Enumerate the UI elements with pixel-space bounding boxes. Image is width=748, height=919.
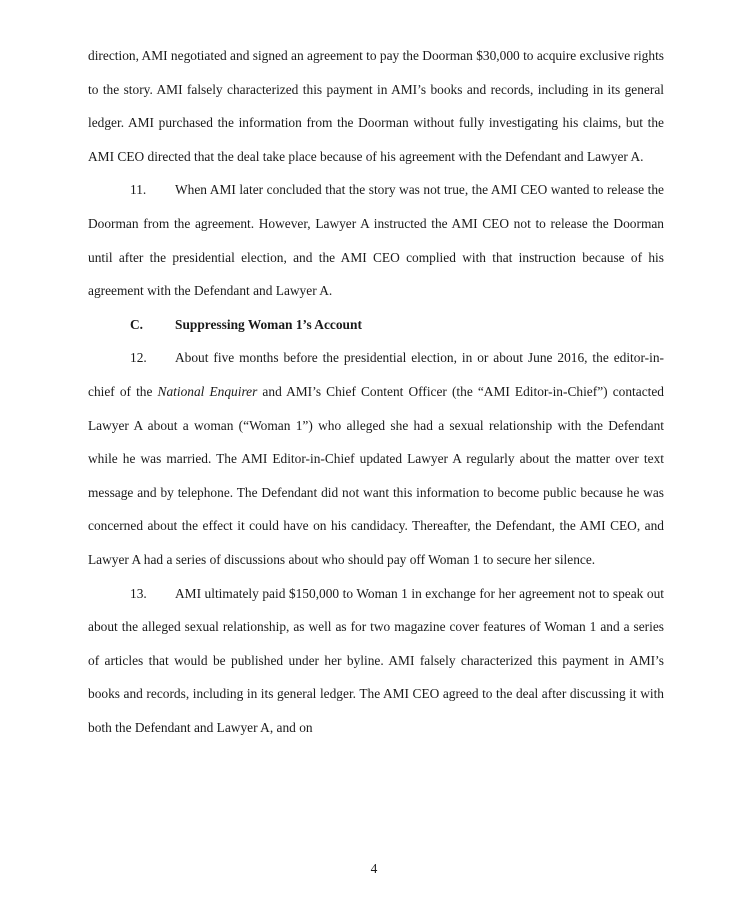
section-heading-c bbox=[88, 308, 664, 342]
paragraph-text-segment: About five months before the presidential election, in or about June 2016, the editor-in-chief of the bbox=[88, 350, 664, 399]
paragraph-text-segment: When AMI later concluded that the story was not true, the AMI CEO wanted to release the Doorman from the agreement. However, Lawyer A instructed the AMI CEO not to release the Doorman until after the presidential election, and the AMI CEO complied with that instruction because of his agreement with the Defendant and Lawyer A. bbox=[88, 182, 664, 299]
paragraph-12 bbox=[88, 341, 664, 576]
publication-title: National Enquirer bbox=[157, 383, 258, 399]
paragraph-text-segment: and AMI’s Chief Content Officer (the “AMI Editor-in-Chief”) contacted Lawyer A about a woman (“Woman 1”) who alleged she had a sexual relationship with the Defendant while he was married. The AMI Editor-in-Chief updated Lawyer A regularly about the matter over text message and by telephone. The Defendant did not want this information to become public because he was concerned about the effect it could have on his candidacy. Thereafter, the Defendant, the AMI CEO, and Lawyer A had a series of discussions about who should pay off Woman 1 to secure her silence. bbox=[88, 383, 664, 567]
paragraph-number: 12. bbox=[130, 350, 147, 366]
paragraph-text-segment: direction, AMI negotiated and signed an agreement to pay the Doorman $30,000 to acquire exclusive rights to the story. AMI falsely characterized this payment in AMI’s books and records, including in its general ledger. AMI purchased the information from the Doorman without fully investigating his claims, but the AMI CEO directed that the deal take place because of his agreement with the Defendant and Lawyer A. bbox=[88, 48, 665, 164]
section-title: Suppressing Woman 1’s Account bbox=[175, 316, 362, 332]
paragraph-13 bbox=[88, 577, 664, 745]
paragraph-10-continued bbox=[88, 39, 664, 173]
paragraph-number: 13. bbox=[130, 585, 147, 601]
paragraph-11 bbox=[88, 173, 664, 307]
paragraph-text-segment: AMI ultimately paid $150,000 to Woman 1 in exchange for her agreement not to speak out about the alleged sexual relationship, as well as for two magazine cover features of Woman 1 and a series of articles that would be published under her byline. AMI falsely characterized this payment in AMI’s books and records, including in its general ledger. The AMI CEO agreed to the deal after discussing it with both the Defendant and Lawyer A, and on bbox=[88, 585, 664, 735]
page-number: 4 bbox=[370, 861, 378, 876]
section-letter: C. bbox=[130, 316, 144, 332]
document-body bbox=[88, 39, 664, 744]
paragraph-number: 11. bbox=[130, 182, 147, 198]
